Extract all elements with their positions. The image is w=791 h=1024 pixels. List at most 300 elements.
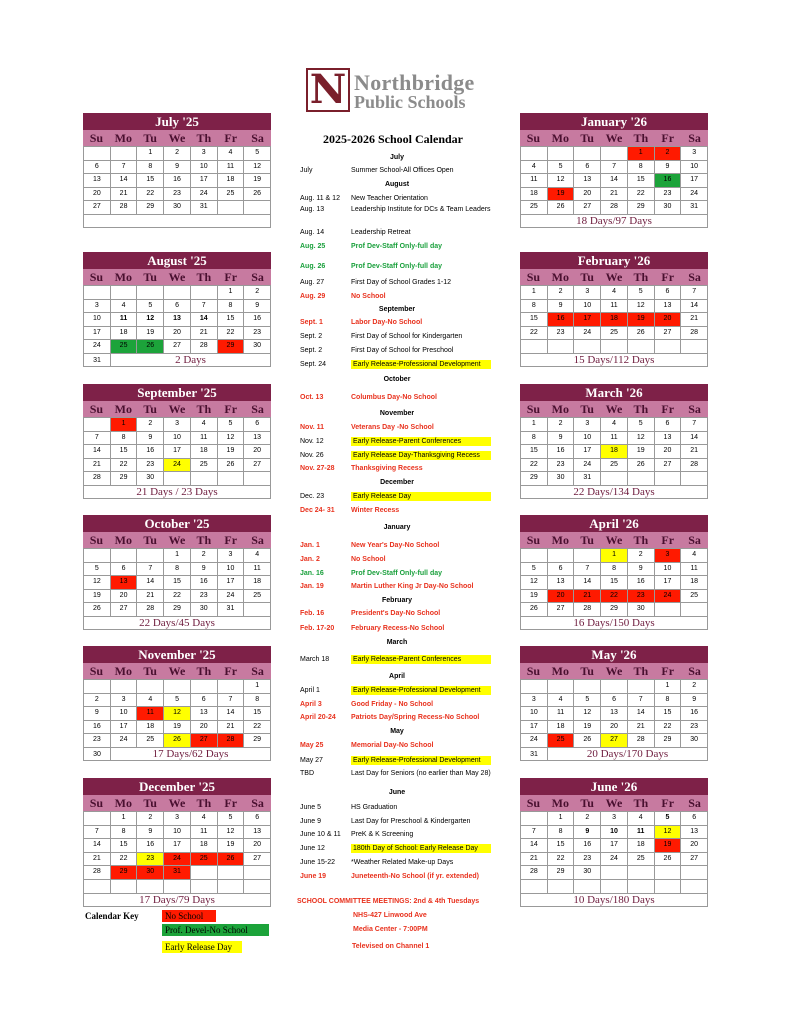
day-cell: 6 bbox=[681, 811, 708, 825]
day-cell: 28 bbox=[574, 602, 601, 616]
week-row bbox=[83, 160, 271, 174]
weekday-label: Tu bbox=[143, 533, 157, 547]
month-title: September '25 bbox=[83, 384, 271, 401]
day-cell: 16 bbox=[574, 838, 601, 852]
day-cell: 23 bbox=[655, 187, 682, 201]
week-row bbox=[520, 431, 708, 445]
day-cell: 27 bbox=[111, 602, 138, 616]
day-cell: 13 bbox=[681, 825, 708, 839]
day-cell bbox=[521, 146, 548, 160]
day-cell: 24 bbox=[218, 589, 245, 603]
day-cell: 7 bbox=[84, 825, 111, 839]
day-cell: 21 bbox=[628, 720, 655, 734]
event-description: Labor Day-No School bbox=[351, 319, 423, 326]
week-row bbox=[520, 733, 708, 747]
day-cell bbox=[601, 471, 628, 485]
event-description: New Teacher Orientation bbox=[351, 195, 428, 202]
event-date: June 9 bbox=[300, 818, 322, 825]
week-row bbox=[83, 838, 271, 852]
day-cell: 1 bbox=[548, 811, 575, 825]
day-cell: 23 bbox=[681, 720, 708, 734]
week-row bbox=[83, 720, 271, 734]
day-cell: 21 bbox=[218, 720, 245, 734]
day-cell: 29 bbox=[111, 471, 138, 485]
week-row bbox=[520, 852, 708, 866]
event-date: May 25 bbox=[300, 742, 324, 749]
weekday-label: Tu bbox=[580, 533, 594, 547]
day-cell: 27 bbox=[681, 852, 708, 866]
day-cell: 25 bbox=[548, 733, 575, 747]
week-row bbox=[83, 200, 271, 214]
day-cell: 9 bbox=[164, 160, 191, 174]
day-cell: 18 bbox=[628, 838, 655, 852]
day-cell: 8 bbox=[244, 693, 271, 707]
event-date: Nov. 12 bbox=[300, 438, 324, 445]
day-cell: 1 bbox=[111, 811, 138, 825]
day-cell: 22 bbox=[218, 326, 245, 340]
week-row bbox=[83, 339, 271, 353]
weekday-label: Fr bbox=[224, 402, 238, 416]
weekday-label: Mo bbox=[551, 131, 569, 145]
month-summary: 16 Days/150 Days bbox=[520, 616, 708, 629]
event-date: Jan. 16 bbox=[300, 570, 324, 577]
day-cell: 16 bbox=[164, 173, 191, 187]
weekday-header bbox=[83, 401, 271, 417]
day-cell: 29 bbox=[218, 339, 245, 353]
day-cell: 4 bbox=[681, 548, 708, 562]
weekday-label: Tu bbox=[580, 402, 594, 416]
day-cell: 22 bbox=[111, 852, 138, 866]
weekday-label: Sa bbox=[251, 402, 264, 416]
day-cell: 3 bbox=[655, 548, 682, 562]
weekday-label: Fr bbox=[661, 270, 675, 284]
day-cell: 28 bbox=[84, 865, 111, 879]
day-cell: 6 bbox=[574, 160, 601, 174]
day-cell: 9 bbox=[628, 562, 655, 576]
weekday-label: Sa bbox=[688, 131, 701, 145]
day-cell: 19 bbox=[628, 312, 655, 326]
month-summary: 15 Days/112 Days bbox=[520, 353, 708, 366]
day-cell: 2 bbox=[681, 679, 708, 693]
day-cell: 23 bbox=[164, 187, 191, 201]
day-cell: 24 bbox=[655, 589, 682, 603]
event-date: Sept. 2 bbox=[300, 333, 323, 340]
event-description: Veterans Day -No School bbox=[351, 424, 434, 431]
day-cell: 10 bbox=[521, 706, 548, 720]
day-cell bbox=[548, 339, 575, 353]
committee-channel: Televised on Channel 1 bbox=[352, 943, 430, 950]
day-cell bbox=[521, 879, 548, 893]
day-cell: 5 bbox=[574, 693, 601, 707]
event-date: Jan. 2 bbox=[300, 556, 320, 563]
event-description: Early Release-Professional Development bbox=[351, 360, 491, 369]
day-cell: 28 bbox=[111, 200, 138, 214]
weekday-label: We bbox=[168, 270, 186, 284]
day-cell: 17 bbox=[111, 720, 138, 734]
day-cell: 10 bbox=[681, 160, 708, 174]
calendar-feb bbox=[520, 252, 708, 367]
event-month-heading: May bbox=[390, 728, 404, 735]
month-title: June '26 bbox=[520, 778, 708, 795]
day-cell: 12 bbox=[218, 825, 245, 839]
day-cell: 30 bbox=[164, 200, 191, 214]
day-cell: 26 bbox=[548, 200, 575, 214]
day-cell: 27 bbox=[164, 339, 191, 353]
month-title: July '25 bbox=[83, 113, 271, 130]
day-cell: 23 bbox=[628, 589, 655, 603]
event-description: Early Release-Professional Development bbox=[351, 686, 491, 695]
day-cell: 8 bbox=[548, 825, 575, 839]
day-cell: 29 bbox=[548, 865, 575, 879]
day-cell: 25 bbox=[628, 852, 655, 866]
day-cell: 30 bbox=[137, 865, 164, 879]
day-cell: 30 bbox=[244, 339, 271, 353]
key-prof-devel: Prof. Devel-No School bbox=[162, 924, 269, 936]
day-cell: 1 bbox=[218, 285, 245, 299]
weekday-label: Th bbox=[196, 664, 212, 678]
day-cell: 31 bbox=[681, 200, 708, 214]
day-cell: 9 bbox=[244, 299, 271, 313]
day-cell: 6 bbox=[244, 417, 271, 431]
day-cell: 23 bbox=[548, 326, 575, 340]
day-cell: 15 bbox=[111, 444, 138, 458]
day-cell: 3 bbox=[111, 693, 138, 707]
month-summary: 22 Days/134 Days bbox=[520, 485, 708, 498]
day-cell: 7 bbox=[628, 693, 655, 707]
event-date: Aug. 27 bbox=[300, 279, 325, 286]
day-cell bbox=[681, 602, 708, 616]
day-cell bbox=[548, 879, 575, 893]
event-description: Prof Dev-Staff Only-full day bbox=[351, 243, 443, 250]
day-cell: 6 bbox=[548, 562, 575, 576]
day-cell: 6 bbox=[655, 417, 682, 431]
weekday-label: We bbox=[605, 270, 623, 284]
day-cell: 16 bbox=[548, 444, 575, 458]
day-cell: 13 bbox=[244, 825, 271, 839]
day-cell: 13 bbox=[244, 431, 271, 445]
day-cell: 19 bbox=[84, 589, 111, 603]
event-date: Dec 24- 31 bbox=[300, 507, 335, 514]
event-month-heading: July bbox=[389, 154, 404, 161]
day-cell: 11 bbox=[628, 825, 655, 839]
day-cell: 25 bbox=[601, 458, 628, 472]
day-cell: 26 bbox=[521, 602, 548, 616]
day-cell: 20 bbox=[191, 720, 218, 734]
event-date: Aug. 26 bbox=[300, 263, 326, 270]
weekday-label: We bbox=[168, 131, 186, 145]
event-date: June 10 & 11 bbox=[300, 831, 341, 838]
day-cell: 9 bbox=[84, 706, 111, 720]
day-cell: 11 bbox=[601, 299, 628, 313]
weekday-label: Th bbox=[633, 796, 649, 810]
month-title: December '25 bbox=[83, 778, 271, 795]
day-cell bbox=[164, 679, 191, 693]
day-cell: 19 bbox=[655, 838, 682, 852]
calendar-mar bbox=[520, 384, 708, 499]
day-cell: 1 bbox=[601, 548, 628, 562]
day-cell: 19 bbox=[521, 589, 548, 603]
day-cell: 9 bbox=[574, 825, 601, 839]
day-cell: 10 bbox=[655, 562, 682, 576]
day-cell: 17 bbox=[218, 575, 245, 589]
day-cell: 7 bbox=[601, 160, 628, 174]
event-date: June 19 bbox=[300, 873, 327, 880]
day-cell: 20 bbox=[601, 720, 628, 734]
month-title: October '25 bbox=[83, 515, 271, 532]
day-cell bbox=[548, 548, 575, 562]
week-row bbox=[83, 679, 271, 693]
day-cell: 17 bbox=[574, 312, 601, 326]
day-cell bbox=[137, 879, 164, 893]
committee-time: Media Center - 7:00PM bbox=[353, 926, 428, 933]
day-cell: 5 bbox=[548, 160, 575, 174]
event-description: No School bbox=[351, 556, 386, 563]
week-row bbox=[520, 838, 708, 852]
day-cell: 11 bbox=[218, 160, 245, 174]
day-cell bbox=[111, 285, 138, 299]
day-cell: 14 bbox=[191, 312, 218, 326]
weekday-label: Th bbox=[633, 270, 649, 284]
calendar-oct bbox=[83, 515, 271, 630]
day-cell: 14 bbox=[111, 173, 138, 187]
extra-day-cell: 31 bbox=[521, 748, 548, 760]
day-cell: 29 bbox=[628, 200, 655, 214]
day-cell: 6 bbox=[655, 285, 682, 299]
weekday-label: Su bbox=[526, 131, 541, 145]
week-row bbox=[83, 146, 271, 160]
weekday-label: Su bbox=[89, 796, 104, 810]
day-cell: 22 bbox=[137, 187, 164, 201]
day-cell: 5 bbox=[628, 417, 655, 431]
day-cell: 21 bbox=[681, 444, 708, 458]
weekday-label: Sa bbox=[251, 664, 264, 678]
event-month-heading: October bbox=[383, 376, 411, 383]
day-cell: 1 bbox=[137, 146, 164, 160]
day-cell: 28 bbox=[681, 326, 708, 340]
week-row bbox=[520, 444, 708, 458]
week-row bbox=[520, 173, 708, 187]
day-cell bbox=[164, 471, 191, 485]
day-cell: 28 bbox=[218, 733, 245, 747]
event-date: Aug. 25 bbox=[300, 243, 326, 250]
day-cell: 27 bbox=[548, 602, 575, 616]
week-row bbox=[520, 589, 708, 603]
day-cell: 22 bbox=[244, 720, 271, 734]
day-cell: 12 bbox=[628, 431, 655, 445]
event-date: April 1 bbox=[300, 687, 320, 694]
day-cell: 12 bbox=[574, 706, 601, 720]
day-cell bbox=[574, 679, 601, 693]
event-month-heading: November bbox=[379, 410, 415, 417]
event-date: Jan. 1 bbox=[300, 542, 320, 549]
weekday-label: Fr bbox=[661, 664, 675, 678]
day-cell: 12 bbox=[218, 431, 245, 445]
committee-location: NHS-427 Linwood Ave bbox=[353, 912, 427, 919]
day-cell: 20 bbox=[574, 187, 601, 201]
day-cell: 24 bbox=[521, 733, 548, 747]
week-row bbox=[520, 679, 708, 693]
day-cell: 7 bbox=[137, 562, 164, 576]
day-cell: 29 bbox=[655, 733, 682, 747]
day-cell bbox=[681, 865, 708, 879]
day-cell: 5 bbox=[84, 562, 111, 576]
day-cell: 11 bbox=[681, 562, 708, 576]
event-description: PreK & K Screening bbox=[351, 831, 414, 838]
day-cell: 5 bbox=[137, 299, 164, 313]
event-description: Martin Luther King Jr Day-No School bbox=[351, 583, 474, 590]
day-cell: 11 bbox=[548, 706, 575, 720]
day-cell: 2 bbox=[137, 811, 164, 825]
day-cell: 8 bbox=[601, 562, 628, 576]
day-cell: 20 bbox=[655, 444, 682, 458]
weekday-label: Sa bbox=[251, 796, 264, 810]
day-cell: 18 bbox=[548, 720, 575, 734]
event-description: Juneteenth-No School (if yr. extended) bbox=[351, 873, 479, 880]
event-date: Jan. 19 bbox=[300, 583, 324, 590]
day-cell: 22 bbox=[164, 589, 191, 603]
calendar-nov bbox=[83, 646, 271, 761]
day-cell: 11 bbox=[521, 173, 548, 187]
weekday-label: We bbox=[168, 402, 186, 416]
weekday-label: Th bbox=[633, 533, 649, 547]
day-cell: 26 bbox=[628, 326, 655, 340]
day-cell: 17 bbox=[164, 838, 191, 852]
extra-day-cell: 31 bbox=[84, 354, 111, 366]
day-cell: 2 bbox=[244, 285, 271, 299]
day-cell: 23 bbox=[191, 589, 218, 603]
month-title: April '26 bbox=[520, 515, 708, 532]
day-cell bbox=[601, 339, 628, 353]
day-cell: 24 bbox=[601, 852, 628, 866]
weekday-label: Mo bbox=[551, 664, 569, 678]
day-cell bbox=[191, 865, 218, 879]
week-row bbox=[83, 562, 271, 576]
day-cell: 16 bbox=[681, 706, 708, 720]
day-cell: 20 bbox=[244, 444, 271, 458]
month-title: January '26 bbox=[520, 113, 708, 130]
day-cell bbox=[218, 200, 245, 214]
week-row bbox=[83, 285, 271, 299]
day-cell: 27 bbox=[191, 733, 218, 747]
day-cell bbox=[574, 146, 601, 160]
weekday-label: Th bbox=[196, 402, 212, 416]
event-description: 180th Day of School: Early Release Day bbox=[351, 844, 491, 853]
day-cell: 10 bbox=[191, 160, 218, 174]
day-cell bbox=[244, 602, 271, 616]
day-cell bbox=[111, 879, 138, 893]
day-cell bbox=[218, 471, 245, 485]
event-date: Feb. 16 bbox=[300, 610, 325, 617]
day-cell: 9 bbox=[191, 562, 218, 576]
day-cell bbox=[84, 679, 111, 693]
day-cell: 24 bbox=[111, 733, 138, 747]
day-cell: 21 bbox=[84, 458, 111, 472]
weekday-label: Fr bbox=[224, 664, 238, 678]
event-date: Nov. 26 bbox=[300, 452, 324, 459]
month-title: May '26 bbox=[520, 646, 708, 663]
weekday-label: Th bbox=[633, 131, 649, 145]
day-cell: 3 bbox=[574, 285, 601, 299]
day-cell: 16 bbox=[628, 575, 655, 589]
weekday-label: Th bbox=[196, 796, 212, 810]
day-cell: 20 bbox=[164, 326, 191, 340]
week-row bbox=[520, 602, 708, 616]
week-row bbox=[83, 575, 271, 589]
day-cell: 13 bbox=[191, 706, 218, 720]
day-cell: 22 bbox=[628, 187, 655, 201]
day-cell: 26 bbox=[655, 852, 682, 866]
weekday-label: Fr bbox=[224, 533, 238, 547]
event-description: Winter Recess bbox=[351, 507, 400, 514]
day-cell: 15 bbox=[137, 173, 164, 187]
logo-emblem bbox=[306, 68, 350, 112]
day-cell: 24 bbox=[574, 326, 601, 340]
day-cell: 18 bbox=[137, 720, 164, 734]
day-cell: 5 bbox=[244, 146, 271, 160]
summary-text: 2 Days bbox=[175, 353, 206, 366]
day-cell: 22 bbox=[111, 458, 138, 472]
weekday-label: Fr bbox=[661, 131, 675, 145]
day-cell: 1 bbox=[164, 548, 191, 562]
week-row bbox=[83, 471, 271, 485]
day-cell: 26 bbox=[628, 458, 655, 472]
weekday-label: Fr bbox=[661, 796, 675, 810]
day-cell: 4 bbox=[601, 285, 628, 299]
day-cell bbox=[244, 200, 271, 214]
day-cell: 6 bbox=[191, 693, 218, 707]
day-cell bbox=[601, 865, 628, 879]
day-cell: 29 bbox=[521, 471, 548, 485]
month-summary: 21 Days / 23 Days bbox=[83, 485, 271, 498]
event-date: June 15-22 bbox=[300, 859, 336, 866]
day-cell bbox=[601, 679, 628, 693]
day-cell: 9 bbox=[681, 693, 708, 707]
event-description: *Weather Related Make-up Days bbox=[351, 859, 454, 866]
day-cell: 19 bbox=[628, 444, 655, 458]
day-cell: 13 bbox=[84, 173, 111, 187]
day-cell: 18 bbox=[681, 575, 708, 589]
weekday-label: Mo bbox=[114, 131, 132, 145]
weekday-label: Mo bbox=[114, 796, 132, 810]
event-date: June 5 bbox=[300, 804, 322, 811]
day-cell: 7 bbox=[191, 299, 218, 313]
event-month-heading: June bbox=[388, 789, 406, 796]
calendar-sep bbox=[83, 384, 271, 499]
weekday-label: Sa bbox=[688, 270, 701, 284]
week-row bbox=[83, 431, 271, 445]
event-description: HS Graduation bbox=[351, 804, 398, 811]
district-logo bbox=[306, 68, 496, 114]
weekday-label: Su bbox=[526, 796, 541, 810]
day-cell: 27 bbox=[574, 200, 601, 214]
day-cell: 13 bbox=[111, 575, 138, 589]
day-cell: 8 bbox=[111, 431, 138, 445]
day-cell: 17 bbox=[655, 575, 682, 589]
weekday-label: Th bbox=[196, 270, 212, 284]
day-cell: 13 bbox=[655, 431, 682, 445]
weekday-header bbox=[83, 663, 271, 679]
day-cell: 23 bbox=[84, 733, 111, 747]
day-cell: 16 bbox=[137, 838, 164, 852]
weekday-label: Th bbox=[196, 533, 212, 547]
day-cell: 26 bbox=[574, 733, 601, 747]
weekday-label: Tu bbox=[580, 270, 594, 284]
week-row bbox=[520, 706, 708, 720]
weekday-label: Su bbox=[89, 664, 104, 678]
day-cell: 15 bbox=[655, 706, 682, 720]
day-cell: 18 bbox=[111, 326, 138, 340]
event-date: March 18 bbox=[300, 656, 330, 663]
